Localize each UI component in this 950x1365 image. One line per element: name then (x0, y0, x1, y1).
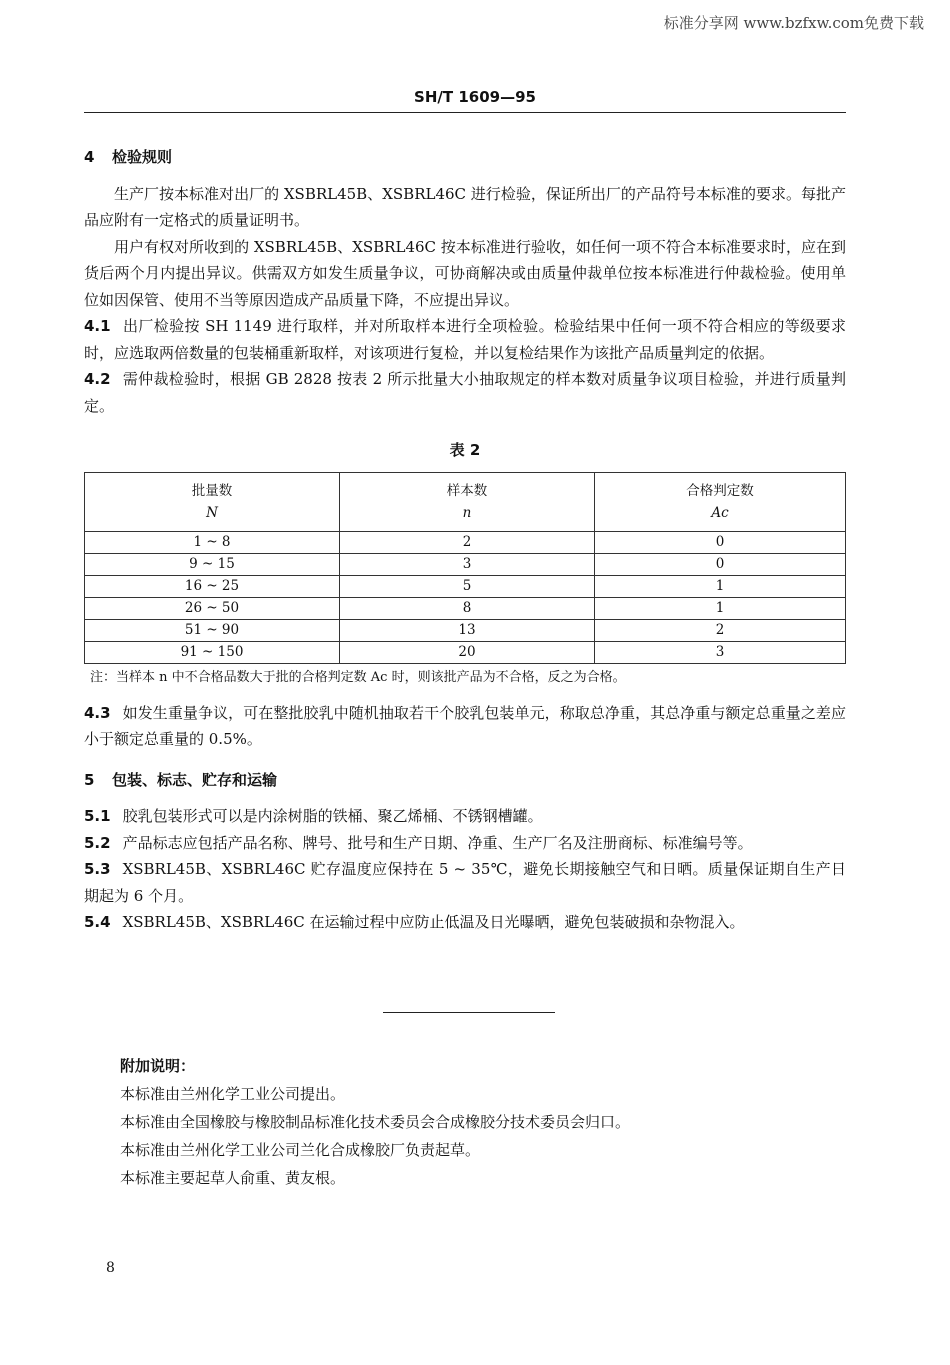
table-cell: 3 (340, 553, 595, 575)
clause-text: 出厂检验按 SH 1149 进行取样，并对所取样本进行全项检验。检验结果中任何一项不符合相应的等级要求时，应选取两倍数量的包装桶重新取样，对该项进行复检，并以复检结果作为该批产品质量判定的依据。 (84, 317, 846, 362)
table-cell: 2 (595, 619, 846, 641)
clause-4-1 (84, 313, 846, 366)
table-row (85, 531, 846, 553)
clause-text: 如发生重量争议，可在整批胶乳中随机抽取若干个胶乳包装单元，称取总净重，其总净重与额定总重量之差应小于额定总重量的 0.5%。 (84, 703, 846, 748)
table-cell: 91 ~ 150 (85, 641, 340, 663)
section-number: 5 (84, 770, 95, 789)
column-header (340, 472, 595, 531)
clause-number: 5.4 (84, 913, 111, 931)
table-cell: 1 (595, 597, 846, 619)
watermark-text: 标准分享网 www.bzfxw.com免费下载 (663, 14, 924, 32)
clause-number: 4.1 (84, 317, 111, 335)
column-header-symbol: Ac (711, 504, 729, 521)
table-row (85, 641, 846, 663)
table-cell: 5 (340, 575, 595, 597)
section-title: 检验规则 (112, 148, 173, 166)
table-row (85, 575, 846, 597)
table-cell: 0 (595, 531, 846, 553)
clause-number: 4.2 (84, 370, 111, 388)
column-header-symbol: N (206, 504, 218, 521)
table-cell: 0 (595, 553, 846, 575)
clause-4-2 (84, 366, 846, 419)
table-cell: 20 (340, 641, 595, 663)
column-header-symbol: n (462, 504, 472, 521)
note-line: 本标准由兰州化学工业公司提出。 (120, 1085, 346, 1103)
table-cell: 8 (340, 597, 595, 619)
page-number: 8 (106, 1260, 115, 1276)
clause-number: 5.3 (84, 860, 111, 878)
document-code-header: SH/T 1609—95 (414, 88, 536, 106)
table-cell: 1 (595, 575, 846, 597)
clause-number: 4.3 (84, 703, 111, 722)
additional-notes (120, 1052, 840, 1192)
table-note: 注：当样本 n 中不合格品数大于批的合格判定数 Ac 时，则该批产品为不合格，反之为合格。 (90, 669, 626, 685)
paragraph: 生产厂按本标准对出厂的 XSBRL45B、XSBRL46C 进行检验，保证所出厂的产品符号本标准的要求。每批产品应附有一定格式的质量证明书。 (84, 184, 846, 229)
section-5-heading (84, 767, 846, 794)
section-number: 4 (84, 148, 95, 166)
clause-text: XSBRL45B、XSBRL46C 贮存温度应保持在 5 ~ 35℃，避免长期接触空气和日晒。质量保证期自生产日期起为 6 个月。 (84, 860, 846, 905)
note-line: 本标准由全国橡胶与橡胶制品标准化技术委员会合成橡胶分技术委员会归口。 (120, 1113, 631, 1131)
sampling-table (84, 472, 846, 664)
table-cell: 3 (595, 641, 846, 663)
section-title: 包装、标志、贮存和运输 (112, 770, 278, 789)
clause-5-3 (84, 856, 846, 909)
table-row (85, 619, 846, 641)
table-cell: 1 ~ 8 (85, 531, 340, 553)
document-body (84, 140, 846, 936)
column-header-label: 合格判定数 (686, 482, 754, 499)
table-title: 表 2 (449, 441, 481, 459)
clause-5-2 (84, 830, 846, 857)
table-row (85, 553, 846, 575)
column-header (595, 472, 846, 531)
clause-text: XSBRL45B、XSBRL46C 在运输过程中应防止低温及日光曝晒，避免包装破损和杂物混入。 (122, 913, 745, 931)
clause-number: 5.2 (84, 833, 111, 852)
header-rule (84, 112, 846, 113)
section-4-heading (84, 144, 846, 171)
column-header-label: 样本数 (446, 482, 488, 499)
paragraph: 用户有权对所收到的 XSBRL45B、XSBRL46C 按本标准进行验收，如任何一项不符合本标准要求时，应在到货后两个月内提出异议。供需双方如发生质量争议，可协商解决或由质量仲裁单位按本标准进行仲裁检验。使用单位如因保管、使用不当等原因造成产品质量下降，不应提出异议。 (84, 237, 846, 309)
table-row (85, 597, 846, 619)
clause-4-3 (84, 700, 846, 753)
clause-text: 需仲裁检验时，根据 GB 2828 按表 2 所示批量大小抽取规定的样本数对质量争议项目检验，并进行质量判定。 (84, 370, 846, 415)
end-of-text-rule (383, 1012, 555, 1013)
clause-text: 胶乳包装形式可以是内涂树脂的铁桶、聚乙烯桶、不锈钢槽罐。 (122, 807, 543, 825)
column-header (85, 472, 340, 531)
clause-number: 5.1 (84, 807, 111, 825)
clause-text: 产品标志应包括产品名称、牌号、批号和生产日期、净重、生产厂名及注册商标、标准编号等。 (122, 833, 753, 852)
table-header-row (85, 472, 846, 531)
additional-notes-title: 附加说明： (120, 1057, 196, 1075)
column-header-label: 批量数 (191, 482, 233, 499)
table-cell: 13 (340, 619, 595, 641)
table-cell: 26 ~ 50 (85, 597, 340, 619)
table-cell: 9 ~ 15 (85, 553, 340, 575)
note-line: 本标准主要起草人俞重、黄友根。 (120, 1169, 346, 1187)
table-cell: 51 ~ 90 (85, 619, 340, 641)
table-cell: 2 (340, 531, 595, 553)
clause-5-1 (84, 803, 846, 830)
table-cell: 16 ~ 25 (85, 575, 340, 597)
clause-5-4 (84, 909, 846, 936)
note-line: 本标准由兰州化学工业公司兰化合成橡胶厂负责起草。 (120, 1141, 481, 1159)
